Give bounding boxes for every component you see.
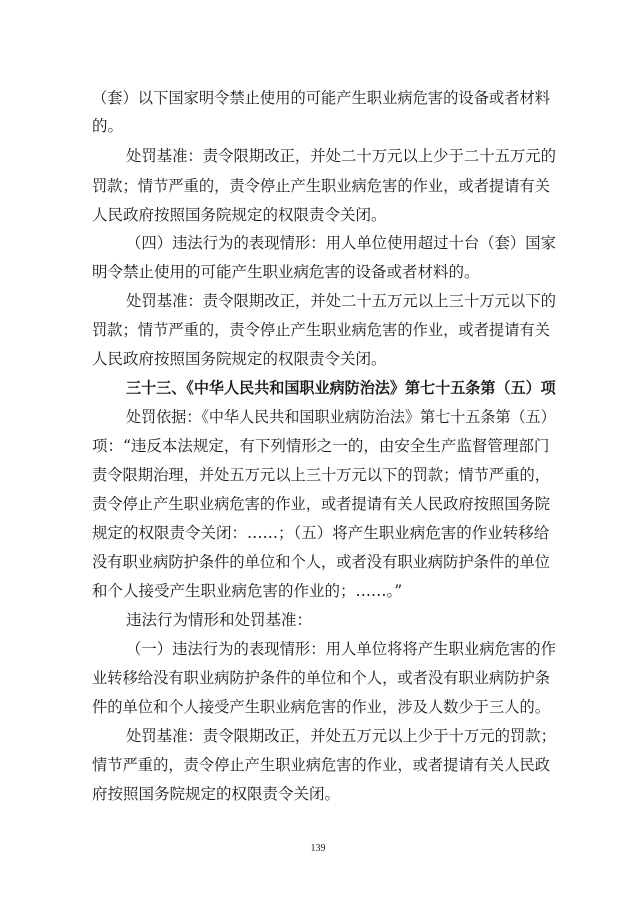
body-line: 件的单位和个人接受产生职业病危害的作业，涉及人数少于三人的。 — [92, 698, 551, 716]
body-line: 没有职业病防护条件的单位和个人，或者没有职业病防护条件的单位 — [92, 553, 551, 571]
body-line: 人民政府按照国务院规定的权限责令关闭。 — [92, 350, 387, 368]
body-line: 和个人接受产生职业病危害的作业的；……。” — [92, 582, 403, 600]
body-line: （一）违法行为的表现情形：用人单位将将产生职业病危害的作 — [126, 640, 557, 658]
body-line: 违法行为情形和处罚基准： — [126, 611, 313, 629]
body-line: 处罚依据：《中华人民共和国职业病防治法》第七十五条第（五） — [126, 408, 556, 426]
body-line: （四）违法行为的表现情形：用人单位使用超过十台（套）国家 — [126, 234, 557, 252]
body-line: 责令停止产生职业病危害的作业，或者提请有关人民政府按照国务院 — [92, 495, 551, 513]
body-line: 项：“违反本法规定，有下列情形之一的，由安全生产监督管理部门 — [92, 437, 550, 455]
body-line: （套）以下国家明令禁止使用的可能产生职业病危害的设备或者材料 — [92, 89, 551, 107]
body-line: 罚款；情节严重的，责令停止产生职业病危害的作业，或者提请有关 — [92, 177, 551, 195]
body-line: 府按照国务院规定的权限责令关闭。 — [92, 785, 341, 803]
section-heading: 三十三、《中华人民共和国职业病防治法》第七十五条第（五）项 — [126, 378, 556, 397]
body-line: 责令限期治理，并处五万元以上三十万元以下的罚款；情节严重的， — [92, 466, 551, 484]
body-line: 规定的权限责令关闭：……；（五）将产生职业病危害的作业转移给 — [92, 524, 550, 542]
body-line: 情节严重的，责令停止产生职业病危害的作业，或者提请有关人民政 — [92, 756, 551, 774]
body-line: 人民政府按照国务院规定的权限责令关闭。 — [92, 206, 387, 224]
page-number: 139 — [310, 843, 326, 854]
body-line: 处罚基准：责令限期改正，并处五万元以上少于十万元的罚款； — [126, 727, 557, 745]
body-line: 处罚基准：责令限期改正，并处二十万元以上少于二十五万元的 — [126, 147, 557, 165]
body-line: 业转移给没有职业病防护条件的单位和个人，或者没有职业病防护条 — [92, 669, 551, 687]
body-line: 的。 — [92, 117, 124, 135]
body-line: 处罚基准：责令限期改正，并处二十五万元以上三十万元以下的 — [126, 292, 557, 310]
body-line: 明令禁止使用的可能产生职业病危害的设备或者材料的。 — [92, 263, 480, 281]
body-line: 罚款；情节严重的，责令停止产生职业病危害的作业，或者提请有关 — [92, 321, 551, 339]
